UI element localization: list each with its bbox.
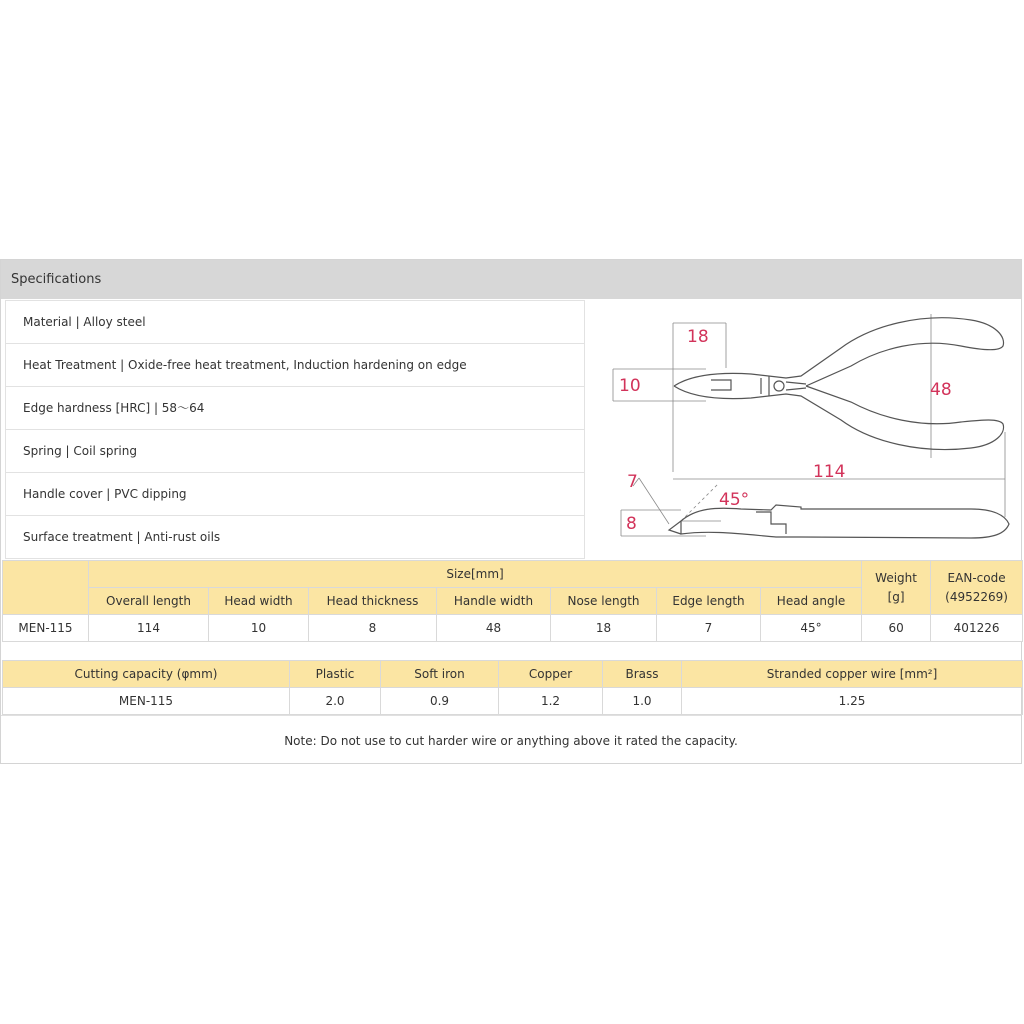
col-nose-length: Nose length xyxy=(551,588,657,615)
spec-edge-hardness: Edge hardness [HRC] | 58〜64 xyxy=(6,387,584,430)
label-edge-length: 7 xyxy=(627,472,638,492)
label-overall-length: 114 xyxy=(813,462,846,482)
value-head-thickness: 8 xyxy=(309,615,437,642)
ean-header: EAN-code (4952269) xyxy=(931,561,1023,615)
table-row xyxy=(3,688,1023,715)
col-overall-length: Overall length xyxy=(89,588,209,615)
col-head-thickness: Head thickness xyxy=(309,588,437,615)
panel-title: Specifications xyxy=(1,260,1021,299)
dimension-lines xyxy=(613,314,1005,536)
size-table xyxy=(2,560,1023,642)
spec-heat-treatment: Heat Treatment | Oxide-free heat treatment, Induction hardening on edge xyxy=(6,344,584,387)
col-head-angle: Head angle xyxy=(761,588,862,615)
label-nose-length: 18 xyxy=(687,327,709,347)
value-handle-width: 48 xyxy=(437,615,551,642)
value-weight: 60 xyxy=(862,615,931,642)
value-ean: 401226 xyxy=(931,615,1023,642)
cap-header-plastic: Plastic xyxy=(290,661,381,688)
cap-header-copper: Copper xyxy=(499,661,603,688)
label-head-angle: 45° xyxy=(719,490,750,510)
col-handle-width: Handle width xyxy=(437,588,551,615)
value-head-angle: 45° xyxy=(761,615,862,642)
spec-handle-cover: Handle cover | PVC dipping xyxy=(6,473,584,516)
cap-header-stranded-wire: Stranded copper wire [mm²] xyxy=(682,661,1023,688)
spec-surface-treatment: Surface treatment | Anti-rust oils xyxy=(23,530,221,544)
capacity-note: Note: Do not use to cut harder wire or anything above it rated the capacity. xyxy=(1,715,1021,764)
cap-stranded-wire: 1.25 xyxy=(682,688,1023,715)
cap-brass: 1.0 xyxy=(603,688,682,715)
cap-copper: 1.2 xyxy=(499,688,603,715)
value-nose-length: 18 xyxy=(551,615,657,642)
label-handle-width: 48 xyxy=(930,380,952,400)
cap-header-label: Cutting capacity (φmm) xyxy=(3,661,290,688)
value-edge-length: 7 xyxy=(657,615,761,642)
spec-list xyxy=(5,300,585,559)
col-edge-length: Edge length xyxy=(657,588,761,615)
spec-material: Material | Alloy steel xyxy=(6,301,584,344)
value-overall-length: 114 xyxy=(89,615,209,642)
specifications-panel xyxy=(0,259,1022,764)
pliers-top-view xyxy=(674,318,1004,450)
spec-spring: Spring | Coil spring xyxy=(6,430,584,473)
value-head-width: 10 xyxy=(209,615,309,642)
cap-soft-iron: 0.9 xyxy=(381,688,499,715)
capacity-table xyxy=(2,660,1023,715)
model-cell: MEN-115 xyxy=(3,615,89,642)
label-head-thickness: 8 xyxy=(626,514,637,534)
pliers-dimension-diagram xyxy=(601,302,1021,558)
cap-header-soft-iron: Soft iron xyxy=(381,661,499,688)
col-head-width: Head width xyxy=(209,588,309,615)
label-head-width: 10 xyxy=(619,376,641,396)
cap-plastic: 2.0 xyxy=(290,688,381,715)
cap-model: MEN-115 xyxy=(3,688,290,715)
size-header: Size[mm] xyxy=(89,561,862,588)
cap-header-brass: Brass xyxy=(603,661,682,688)
model-header-cell xyxy=(3,561,89,615)
weight-header: Weight [g] xyxy=(862,561,931,615)
table-row xyxy=(3,615,1023,642)
